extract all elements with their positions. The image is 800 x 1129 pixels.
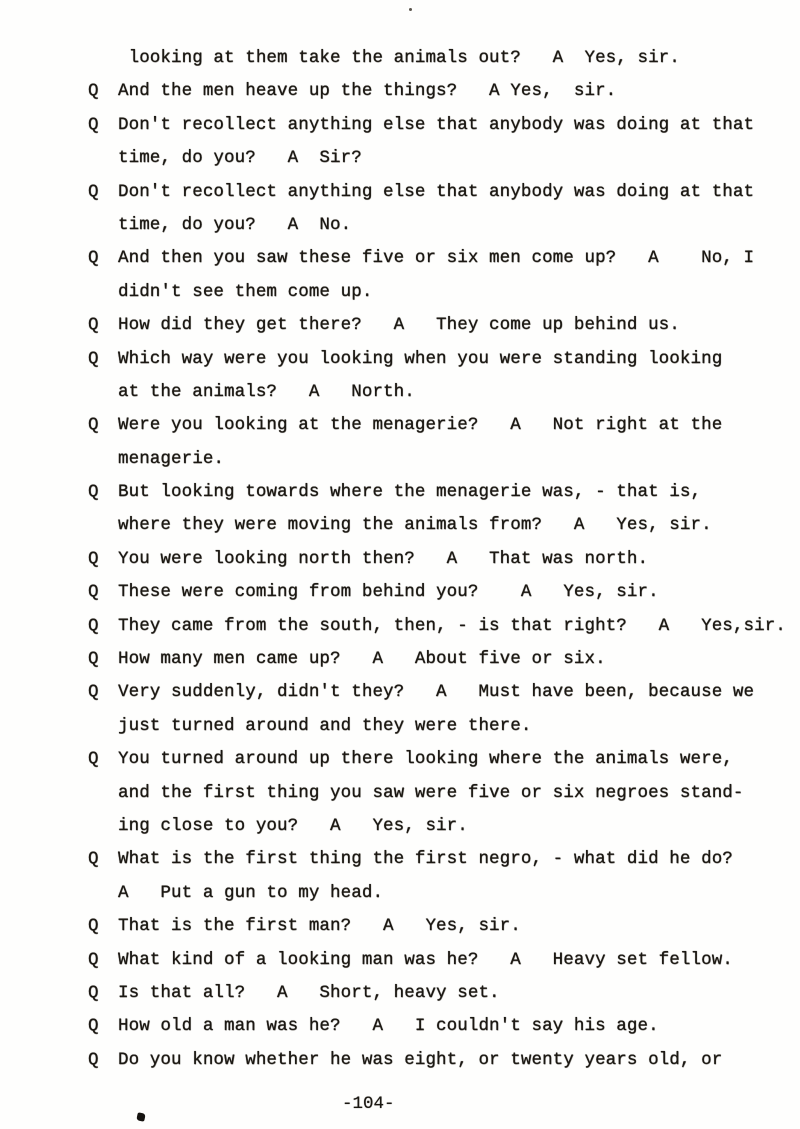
line-text: And then you saw these five or six men come up? A No, I [118, 248, 755, 269]
transcript-line [88, 743, 788, 776]
line-text: You were looking north then? A That was north. [118, 548, 649, 569]
speaker-label: Q [88, 315, 99, 336]
line-text: These were coming from behind you? A Yes, sir. [118, 582, 659, 603]
speaker-label: Q [88, 649, 99, 670]
line-text: And the men heave up the things? A Yes, sir. [118, 81, 617, 102]
line-text: Do you know whether he was eight, or twenty years old, or [118, 1049, 723, 1070]
line-text: How many men came up? A About five or six. [118, 649, 606, 670]
transcript-line [88, 209, 788, 242]
line-text: just turned around and they were there. [118, 715, 532, 736]
ink-speck-top [409, 8, 412, 11]
line-text: looking at them take the animals out? A Yes, sir. [118, 48, 680, 68]
transcript-line [88, 476, 788, 509]
speaker-label: Q [88, 81, 99, 102]
speaker-label: Q [88, 849, 99, 870]
speaker-label: Q [88, 749, 99, 770]
line-text: What kind of a looking man was he? A Heavy set fellow. [118, 949, 733, 970]
speaker-label: Q [88, 415, 99, 436]
transcript-lines [88, 42, 788, 1077]
line-text: They came from the south, then, - is that right? A Yes,sir. [118, 615, 786, 636]
transcript-line [88, 910, 788, 943]
line-text: That is the first man? A Yes, sir. [118, 916, 521, 937]
line-text: where they were moving the animals from? A Yes, sir. [118, 515, 712, 536]
speaker-label: Q [88, 348, 99, 369]
line-text: ing close to you? A Yes, sir. [118, 815, 468, 836]
transcript-line [88, 142, 788, 175]
transcript-line [88, 977, 788, 1010]
speaker-label: Q [88, 548, 99, 569]
line-text: time, do you? A No. [118, 214, 352, 235]
page-number: -104- [342, 1094, 395, 1114]
speaker-label: Q [88, 482, 99, 503]
line-text: How old a man was he? A I couldn't say his age. [118, 1016, 659, 1037]
transcript-line [88, 1010, 788, 1043]
line-text: time, do you? A Sir? [118, 148, 362, 169]
line-text: Which way were you looking when you were standing looking [118, 348, 723, 369]
transcript-line [88, 643, 788, 676]
line-text: Very suddenly, didn't they? A Must have been, because we [118, 682, 755, 703]
transcript-line [88, 343, 788, 376]
speaker-label: Q [88, 114, 99, 135]
speaker-label: Q [88, 1049, 99, 1070]
line-text: You turned around up there looking where the animals were, [118, 749, 733, 770]
transcript-line [88, 810, 788, 843]
transcript-line [88, 543, 788, 576]
transcript-line [88, 42, 788, 75]
transcript-line [88, 309, 788, 342]
line-text: What is the first thing the first negro, - what did he do? [118, 849, 733, 870]
line-text: Is that all? A Short, heavy set. [118, 982, 500, 1003]
transcript-line [88, 710, 788, 743]
ink-speck-bottom [136, 1112, 145, 1121]
line-text: Don't recollect anything else that anybody was doing at that [118, 114, 755, 135]
speaker-label: Q [88, 682, 99, 703]
line-text: didn't see them come up. [118, 281, 373, 302]
transcript-line [88, 109, 788, 142]
transcript-line [88, 1044, 788, 1077]
speaker-label: Q [88, 916, 99, 937]
transcript-line [88, 409, 788, 442]
transcript-line [88, 777, 788, 810]
transcript-line [88, 576, 788, 609]
line-text: at the animals? A North. [118, 381, 415, 402]
speaker-label: Q [88, 949, 99, 970]
transcript-line [88, 75, 788, 108]
line-text: A Put a gun to my head. [118, 882, 384, 903]
speaker-label: Q [88, 615, 99, 636]
line-text: menagerie. [118, 448, 225, 469]
transcript-line [88, 610, 788, 643]
transcript-line [88, 944, 788, 977]
line-text: But looking towards where the menagerie was, - that is, [118, 482, 702, 503]
transcript-line [88, 242, 788, 275]
transcript-line [88, 843, 788, 876]
transcript-line [88, 176, 788, 209]
transcript-line [88, 676, 788, 709]
line-text: Don't recollect anything else that anybody was doing at that [118, 181, 755, 202]
speaker-label: Q [88, 582, 99, 603]
speaker-label: Q [88, 1016, 99, 1037]
line-text: and the first thing you saw were five or six negroes stand- [118, 782, 744, 803]
speaker-label: Q [88, 248, 99, 269]
speaker-label: Q [88, 181, 99, 202]
transcript-line [88, 443, 788, 476]
transcript-line [88, 877, 788, 910]
speaker-label: Q [88, 982, 99, 1003]
transcript-line [88, 509, 788, 542]
line-text: How did they get there? A They come up behind us. [118, 315, 680, 336]
line-text: Were you looking at the menagerie? A Not right at the [118, 415, 723, 436]
transcript-line [88, 376, 788, 409]
transcript-line [88, 276, 788, 309]
